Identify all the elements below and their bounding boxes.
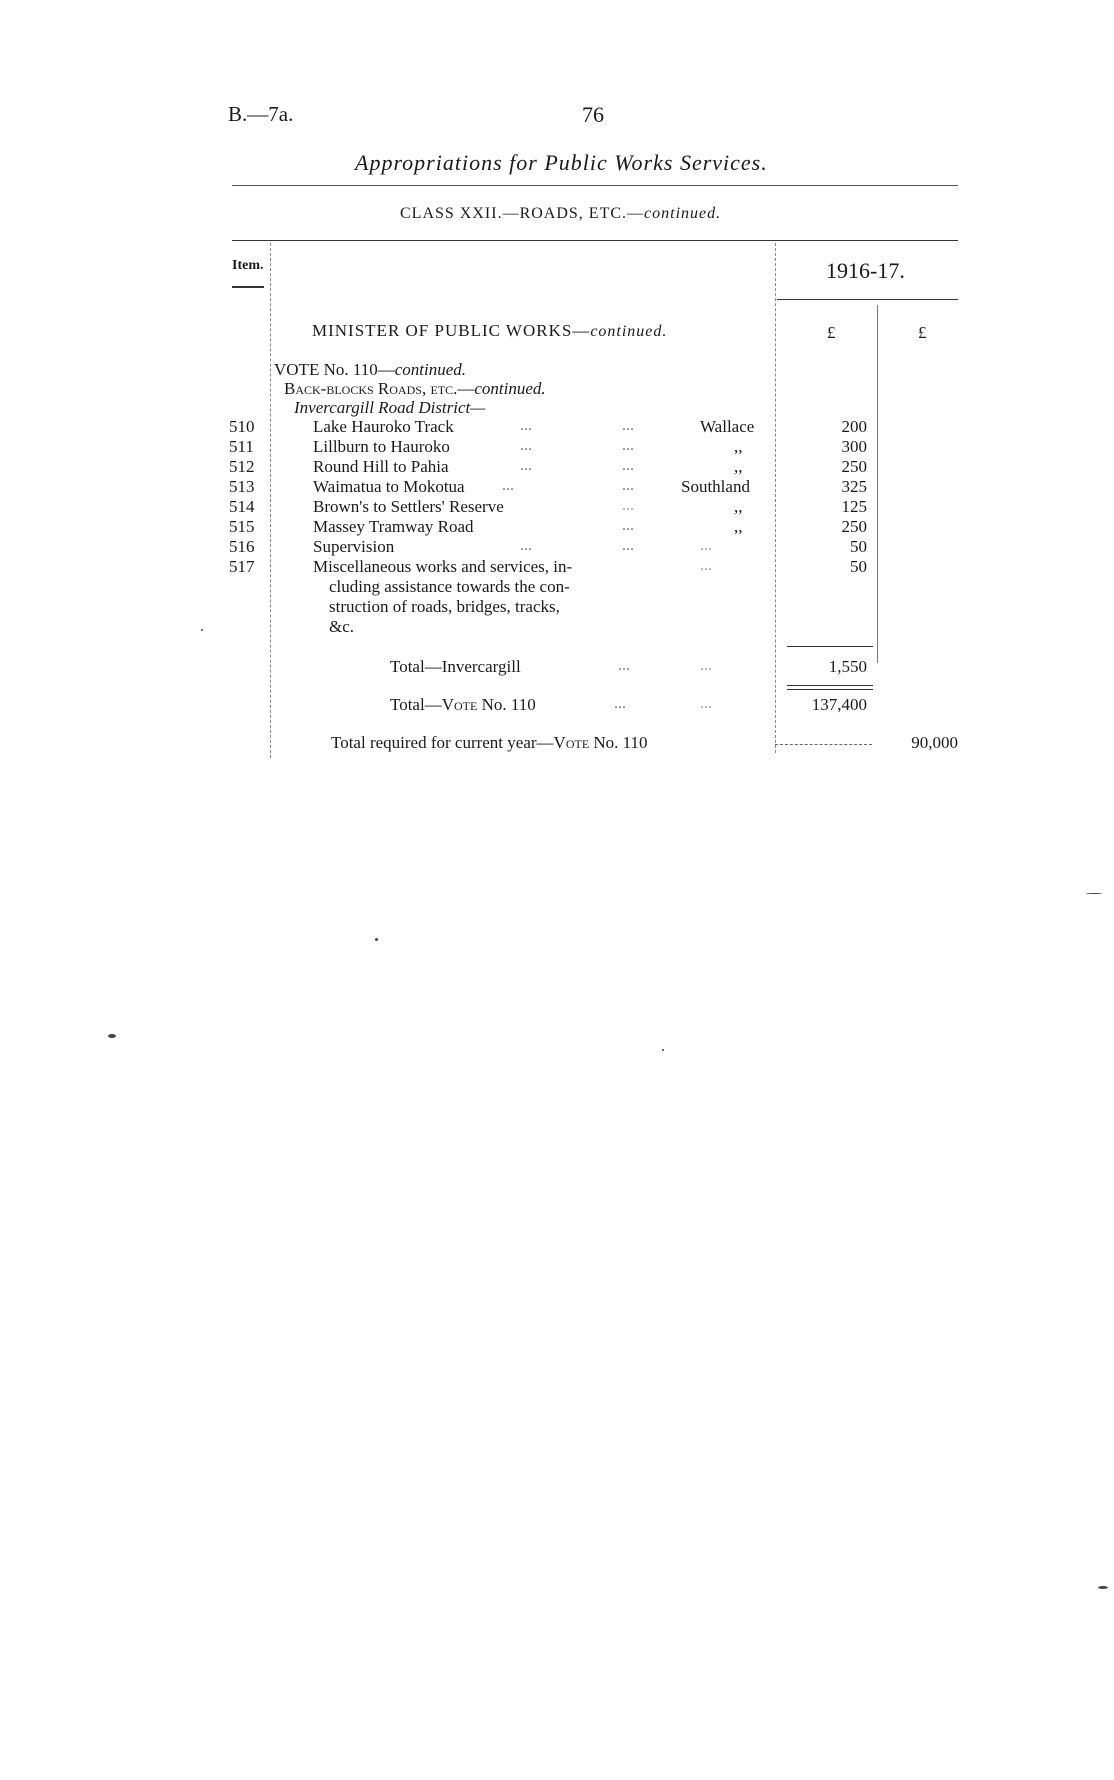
leader-dots: ... xyxy=(622,517,634,534)
amount-cell: 325 xyxy=(841,477,867,496)
county-ditto: ,, xyxy=(734,517,743,536)
item-description: Massey Tramway Road xyxy=(313,517,474,536)
item-description: Waimatua to Mokotua xyxy=(313,477,465,496)
amount-column-mid-rule xyxy=(877,305,878,663)
currency-symbol-1: £ xyxy=(827,323,836,342)
county-ditto: ,, xyxy=(734,457,743,476)
item-column-header: Item. xyxy=(232,258,264,273)
subhead-continued: continued. xyxy=(474,379,546,398)
item-number: 515 xyxy=(229,517,255,536)
vote-total-rule xyxy=(787,685,873,686)
scan-speck xyxy=(1098,1586,1108,1589)
scan-speck xyxy=(1086,893,1102,894)
item-number: 513 xyxy=(229,477,255,496)
amount-cell: 250 xyxy=(841,457,867,476)
amount-cell: 200 xyxy=(841,417,867,436)
year-header: 1916-17. xyxy=(826,258,905,283)
vote-heading-text: VOTE No. 110— xyxy=(274,360,395,379)
amount-cell: 50 xyxy=(850,557,867,576)
vote-total-rule-2 xyxy=(787,689,873,690)
leader-dots: ... xyxy=(622,457,634,474)
total-invercargill-amount: 1,550 xyxy=(828,657,867,676)
leader-dots: ... xyxy=(622,477,634,494)
leader-dots: ... xyxy=(622,537,634,554)
item-number: 511 xyxy=(229,437,254,456)
item-description: Round Hill to Pahia xyxy=(313,457,449,476)
total-required-label xyxy=(331,733,648,753)
leader-dots: ... xyxy=(520,457,532,474)
total-required-label-part: No. 110 xyxy=(589,733,648,752)
leader-dots: ... xyxy=(614,695,626,712)
vote-heading-continued: continued. xyxy=(394,360,467,379)
county-name: Southland xyxy=(681,477,750,496)
total-required-label-part: Vote xyxy=(553,733,590,752)
total-required-amount: 90,000 xyxy=(911,733,958,752)
table-top-rule xyxy=(232,240,958,241)
item-description: Supervision xyxy=(313,537,395,556)
amount-cell: 250 xyxy=(841,517,867,536)
leader-dots: ... xyxy=(622,437,634,454)
leader-dots: ... xyxy=(520,417,532,434)
subtotal-rule xyxy=(787,646,873,647)
item-number: 517 xyxy=(229,557,255,576)
leader-dots: ... xyxy=(622,417,634,434)
item-description: Brown's to Settlers' Reserve xyxy=(313,497,504,516)
item-number: 516 xyxy=(229,537,255,556)
subhead-heading xyxy=(284,379,546,399)
leader-dots: ... xyxy=(700,695,712,712)
leader-dots: ... xyxy=(700,657,712,674)
scan-speck xyxy=(375,938,378,941)
item-number: 514 xyxy=(229,497,255,516)
minister-heading xyxy=(312,321,667,341)
minister-heading-text: MINISTER OF PUBLIC WORKS— xyxy=(312,321,591,340)
page-title: Appropriations for Public Works Services. xyxy=(355,150,768,175)
total-vote-label-part: —Vote xyxy=(424,695,478,714)
title-rule xyxy=(232,185,958,186)
amount-column-left-rule xyxy=(775,243,776,753)
leader-dots: ... xyxy=(622,497,634,514)
scan-speck xyxy=(201,629,203,631)
total-vote-label xyxy=(390,695,536,715)
required-dash-rule xyxy=(775,744,872,745)
district-heading: Invercargill Road District— xyxy=(294,398,486,417)
class-heading-continued: continued. xyxy=(644,205,722,222)
item-description-continued: struction of roads, bridges, tracks, xyxy=(329,597,560,616)
item-number: 512 xyxy=(229,457,255,476)
leader-dots: ... xyxy=(520,537,532,554)
item-column-rule xyxy=(270,243,271,758)
doc-ref-text: B.—7a. xyxy=(228,102,294,126)
total-vote-amount: 137,400 xyxy=(811,695,867,714)
leader-dots: ... xyxy=(618,657,630,674)
leader-dots: ... xyxy=(700,557,712,574)
item-description-continued: cluding assistance towards the con- xyxy=(329,577,570,596)
item-description: Miscellaneous works and services, in- xyxy=(313,557,573,576)
item-header-rule xyxy=(232,286,264,288)
total-vote-label-part: No. 110 xyxy=(477,695,536,714)
county-ditto: ,, xyxy=(734,497,743,516)
leader-dots: ... xyxy=(502,477,514,494)
county-name: Wallace xyxy=(700,417,755,436)
total-required-label-part: Total required for current year— xyxy=(331,733,554,752)
vote-heading xyxy=(274,360,466,380)
currency-symbol-2: £ xyxy=(918,323,927,342)
amount-cell: 300 xyxy=(841,437,867,456)
scan-speck xyxy=(108,1034,116,1038)
page-number: 76 xyxy=(582,102,604,127)
document-reference xyxy=(228,102,293,127)
leader-dots: ... xyxy=(520,437,532,454)
item-description: Lake Hauroko Track xyxy=(313,417,454,436)
total-invercargill-label: Total—Invercargill xyxy=(390,657,521,676)
leader-dots: ... xyxy=(700,537,712,554)
total-vote-label-part: Total xyxy=(390,695,425,714)
year-header-rule xyxy=(777,299,958,300)
item-description: Lillburn to Hauroko xyxy=(313,437,450,456)
county-ditto: ,, xyxy=(734,437,743,456)
scan-speck xyxy=(662,1049,664,1051)
subhead-text: Back-blocks Roads, etc.— xyxy=(284,379,475,398)
class-heading-text: CLASS XXII.—ROADS, ETC.— xyxy=(400,205,645,222)
minister-heading-continued: continued. xyxy=(590,323,668,340)
amount-cell: 125 xyxy=(841,497,867,516)
class-heading xyxy=(400,205,721,223)
item-description-continued: &c. xyxy=(329,617,355,636)
amount-cell: 50 xyxy=(850,537,867,556)
item-number: 510 xyxy=(229,417,255,436)
